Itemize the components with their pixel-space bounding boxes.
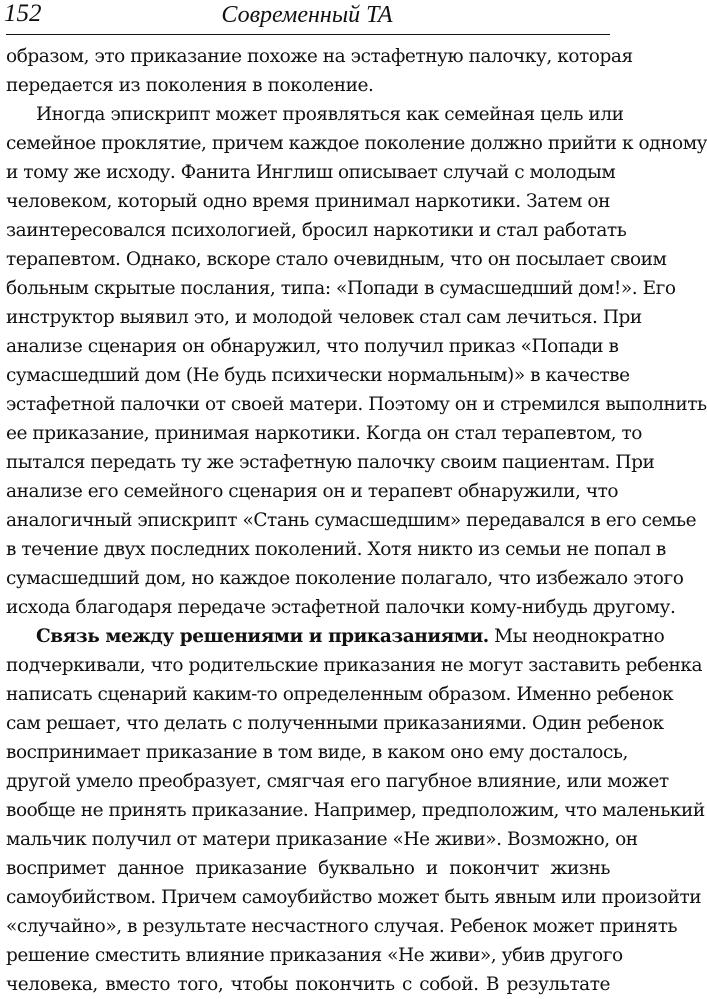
text-line: сумасшедший дом, но каждое поколение полагало, что избежало этого xyxy=(6,568,684,589)
text-line: аналогичный эпискрипт «Стань сумасшедшим» передавался в его семье xyxy=(6,510,697,531)
text-line: исхода благодаря передаче эстафетной палочки кому-нибудь другому. xyxy=(6,597,676,618)
header-rule xyxy=(6,34,610,35)
text-line: передается из поколения в поколение. xyxy=(6,75,374,96)
text-line: другой умело преобразует, смягчая его пагубное влияние, или может xyxy=(6,771,669,792)
text-line: в течение двух последних поколений. Хотя никто из семьи не попал в xyxy=(6,539,666,560)
body-text xyxy=(6,42,707,999)
text-line: воспримет данное приказание буквально и покончит жизнь xyxy=(6,858,610,879)
text-line: воспринимает приказание в том виде, в каком оно ему досталось, xyxy=(6,742,628,763)
text-line: решение сместить влияние приказания «Не живи», убив другого xyxy=(6,945,623,966)
first-line-rest: Мы неоднократно xyxy=(494,626,665,647)
text-line: написать сценарий каким-то определенным образом. Именно ребенок xyxy=(6,684,674,705)
text-line: вообще не принять приказание. Например, предположим, что маленький xyxy=(6,800,705,821)
text-line: анализе его семейного сценария он и терапевт обнаружили, что xyxy=(6,481,619,502)
text-line: инструктор выявил это, и молодой человек стал сам лечиться. При xyxy=(6,307,642,328)
text-line: сам решает, что делать с полученными приказаниями. Один ребенок xyxy=(6,713,664,734)
text-line: семейное проклятие, причем каждое поколение должно прийти к одному xyxy=(6,133,707,154)
text-line: самоубийством. Причем самоубийство может быть явным или произойти xyxy=(6,887,702,908)
text-line: анализе сценария он обнаружил, что получил приказ «Попади в xyxy=(6,336,619,357)
text-line: Иногда эпискрипт может проявляться как семейная цель или xyxy=(36,104,624,125)
paragraph-3 xyxy=(6,622,705,999)
text-line: человеком, который одно время принимал наркотики. Затем он xyxy=(6,191,610,212)
text-line: пытался передать ту же эстафетную палочку своим пациентам. При xyxy=(6,452,655,473)
text-line: больным скрытые послания, типа: «Попади в сумасшедший дом!». Его xyxy=(6,278,676,299)
page-number: 152 xyxy=(4,0,42,27)
text-line: «случайно», в результате несчастного случая. Ребенок может принять xyxy=(6,916,678,937)
running-title: Современный ТА xyxy=(221,2,393,28)
paragraph-2 xyxy=(6,100,707,622)
text-line xyxy=(6,622,665,651)
text-line: и тому же исходу. Фанита Инглиш описывает случай с молодым xyxy=(6,162,616,183)
text-line: заинтересовался психологией, бросил наркотики и стал работать xyxy=(6,220,627,241)
text-line: человека, вместо того, чтобы покончить с собой. В результате xyxy=(6,974,610,995)
text-line: сумасшедший дом (Не будь психически нормальным)» в качестве xyxy=(6,365,630,386)
text-line: образом, это приказание похоже на эстафетную палочку, которая xyxy=(6,46,633,67)
text-line: эстафетной палочки от своей матери. Поэтому он и стремился выполнить xyxy=(6,394,707,415)
text-line: терапевтом. Однако, вскоре стало очевидным, что он посылает своим xyxy=(6,249,667,270)
page-header xyxy=(4,0,610,30)
text-line: ее приказание, принимая наркотики. Когда он стал терапевтом, то xyxy=(6,423,642,444)
text-line: мальчик получил от матери приказание «Не живи». Возможно, он xyxy=(6,829,638,850)
text-line: подчеркивали, что родительские приказания не могут заставить ребенка xyxy=(6,655,703,676)
run-in-heading: Связь между решениями и приказаниями. xyxy=(36,626,489,647)
paragraph-1 xyxy=(6,42,633,100)
